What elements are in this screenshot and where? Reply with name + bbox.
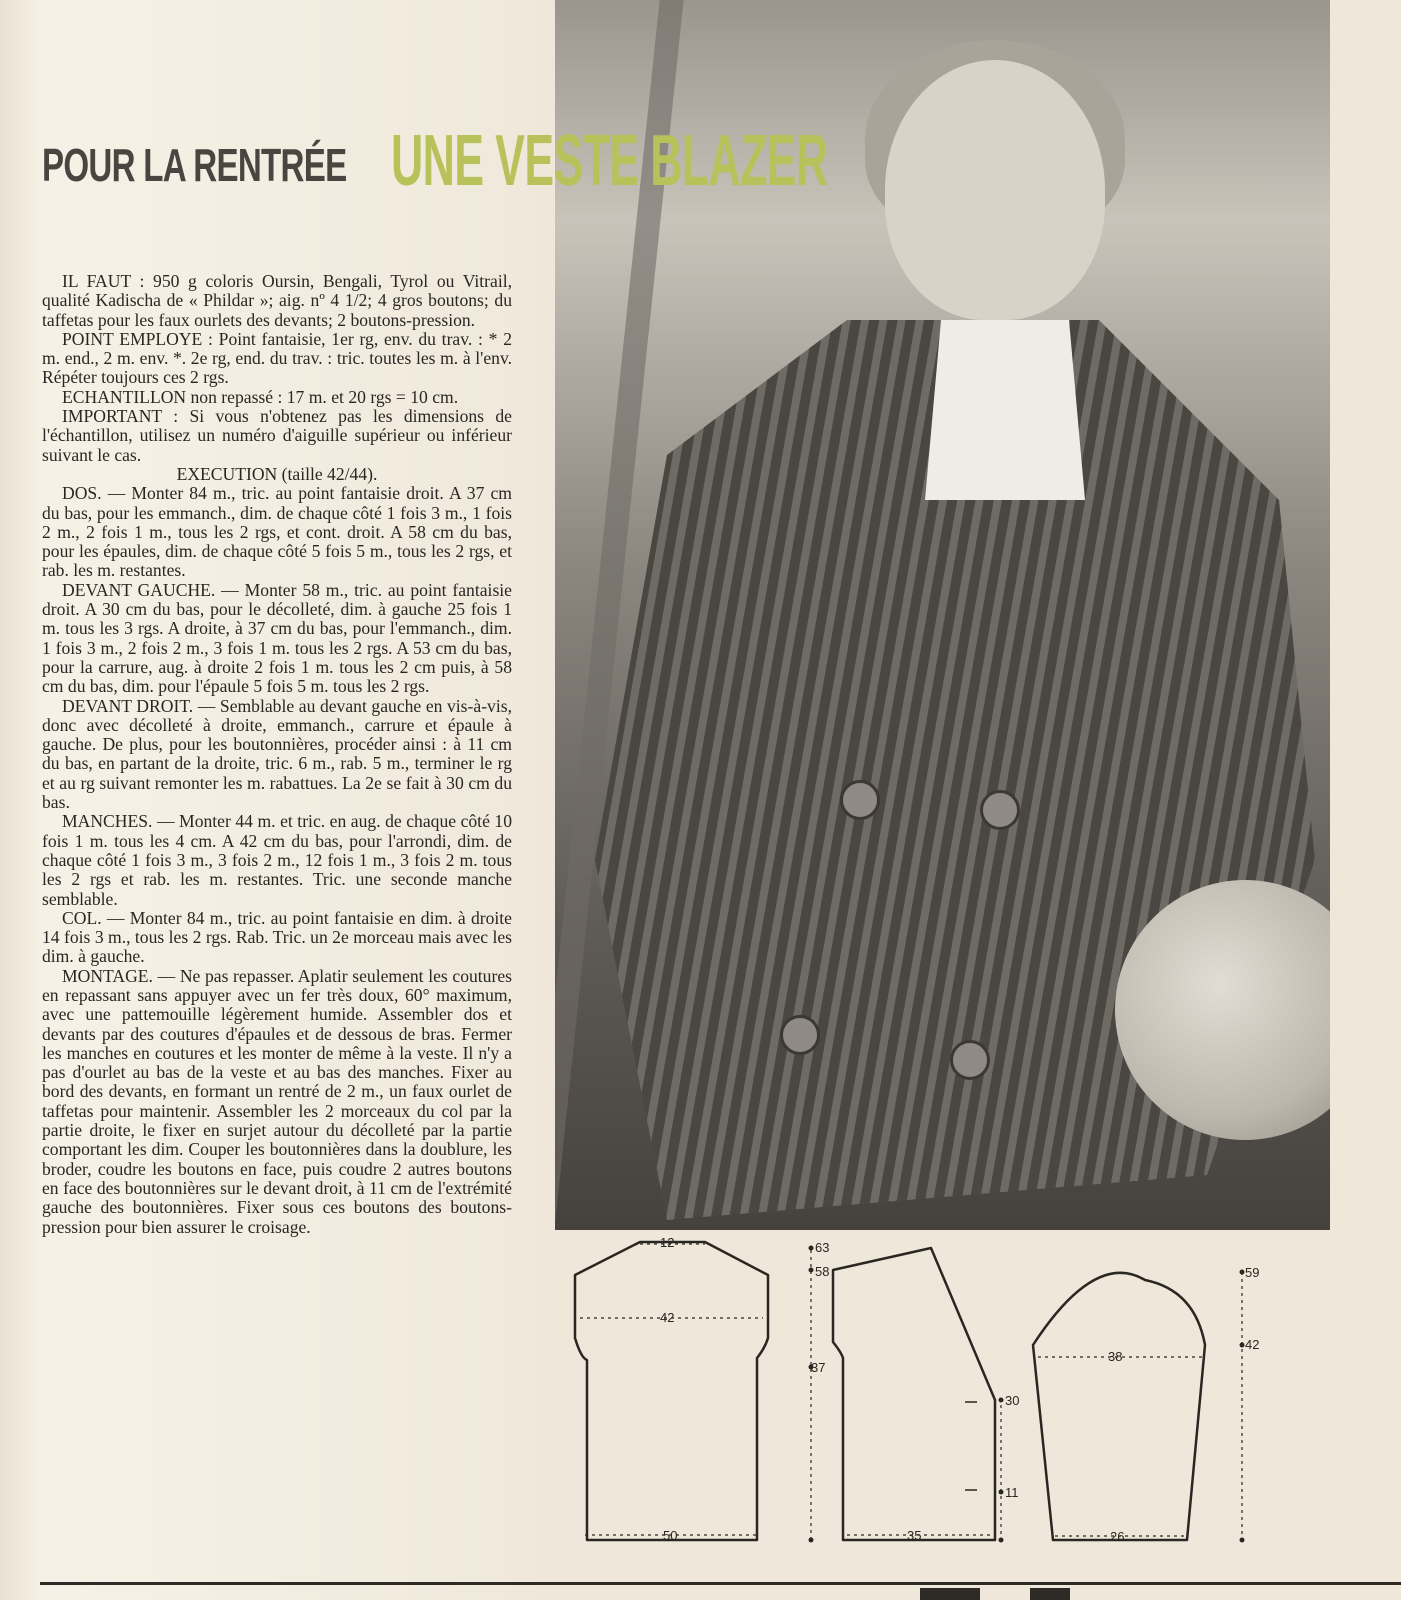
paragraph-sleeves: MANCHES. — Monter 44 m. et tric. en aug. de chaque côté 10 fois 1 m. tous les 4 cm. A 42 cm du bas, pour l'arrondi, dim. de chaque côté 1 fois 3 m., 3 fois 2 m., 12 fois 1 m., 3 fois 2 m. tous les 2 rgs et rab. les m. restantes. Tric. une seconde manche semblable. [42, 811, 512, 909]
label-height-59: 59 [1245, 1265, 1260, 1280]
cropped-footer-mark [920, 1588, 980, 1600]
paragraph-left-front: DEVANT GAUCHE. — Monter 58 m., tric. au point fantaisie droit. A 30 cm du bas, pour le décolleté, dim. à gauche 25 fois 1 m. tous les 3 rgs. A droite, à 37 cm du bas, pour l'emmanch., dim. 1 fois 3 m., 2 fois 2 m., 3 fois 1 m. tous les 2 rgs. A 53 cm du bas, pour la carrure, aug. à droite 2 fois 1 m. tous les 2 cm puis, à 58 cm du bas, dim. pour l'épaule 5 fois 5 m. tous les 2 rgs. [42, 579, 512, 697]
label-height-37: 37 [811, 1360, 826, 1375]
label-back-bottom: 50 [663, 1528, 678, 1543]
label-height-63: 63 [815, 1240, 830, 1255]
page-title [42, 120, 1095, 202]
sleeve-piece-outline [1033, 1273, 1205, 1540]
paragraph-stitch: POINT EMPLOYE : Point fantaisie, 1er rg, env. du trav. : * 2 m. end., 2 m. env. *. 2e rg, end. du trav. : tric. toutes les m. à l'env. Répéter toujours ces 2 rgs. [42, 328, 512, 388]
paragraph-right-front: DEVANT DROIT. — Semblable au devant gauche en vis-à-vis, donc avec décolleté à droite, emmanch., carrure et épaule à gauche. De plus, pour les boutonnières, procéder ainsi : à 11 cm du bas, en partant de la droite, tric. 6 m., rab. 5 m., terminer le rg et au rg suivant remonter les m. rabattues. La 2e se fait à 30 cm du bas. [42, 695, 512, 813]
label-sleeve-bottom: 26 [1110, 1529, 1125, 1544]
paragraph-execution: EXECUTION (taille 42/44). [176, 463, 378, 484]
bottom-rule [40, 1582, 1401, 1585]
paragraph-materials: IL FAUT : 950 g coloris Oursin, Bengali, Tyrol ou Vitrail, qualité Kadischa de « Phildar »; aig. nº 4 1/2; 4 gros boutons; du taffetas pour les faux ourlets des devants; 2 boutons-pression. [42, 271, 512, 330]
paragraph-collar: COL. — Monter 84 m., tric. au point fantaisie en dim. à droite 14 fois 3 m., tous les 2 rgs. Rab. Tric. un 2e morceau mais avec les dim. à gauche. [42, 907, 512, 967]
title-part-2: UNE VESTE BLAZER [391, 121, 828, 201]
label-height-30: 30 [1005, 1393, 1020, 1408]
label-height-42: 42 [1245, 1337, 1260, 1352]
paragraph-back: DOS. — Monter 84 m., tric. au point fantaisie droit. A 37 cm du bas, pour les emmanch., dim. de chaque côté 1 fois 3 m., 1 fois 2 m., 2 fois 1 m., tous les 2 rgs, et cont. droit. A 58 cm du bas, pour les épaules, dim. de chaque côté 5 fois 5 m., tous les 2 rgs, et rab. les m. restantes. [42, 483, 512, 581]
label-height-11: 11 [1005, 1485, 1019, 1500]
label-height-58: 58 [815, 1264, 830, 1279]
paragraph-assembly: MONTAGE. — Ne pas repasser. Aplatir seulement les coutures en repassant sans appuyer avec un fer très doux, 60° maximum, avec une pattemouille légèrement humide. Assembler dos et devants par des coutures d'épaules et de dessous de bras. Fermer les manches en coutures et les monter de même à la veste. Il n'y a pas d'ourlet au bas de la veste et au bas des manches. Fixer au bord des devants, en formant un rentré de 2 m., un faux ourlet de taffetas pour maintenir. Assembler les 2 morceaux du col par la partie droite, le fixer en surjet autour du décolleté par la partie comportant les dim. Couper les boutonnières dans la doublure, les broder, coudre les boutons en face, puis coudre 2 autres boutons en face des boutonnières sur le devant droit, à 11 cm de l'extrémité gauche des boutonnières. Fixer sous ces boutons des boutons-pression pour bien assurer le croisage. [42, 965, 512, 1237]
label-back-chest: 42 [660, 1310, 675, 1325]
front-piece-outline [833, 1248, 995, 1540]
pattern-instructions [42, 272, 512, 1237]
cropped-footer-mark [1030, 1588, 1070, 1600]
label-sleeve-width: 38 [1108, 1349, 1123, 1364]
label-back-top: 12 [660, 1235, 675, 1250]
paragraph-gauge: ECHANTILLON non repassé : 17 m. et 20 rgs = 10 cm. [62, 386, 459, 407]
back-piece-outline [575, 1242, 768, 1540]
label-front-bottom: 35 [907, 1528, 922, 1543]
paragraph-important: IMPORTANT : Si vous n'obtenez pas les dimensions de l'échantillon, utilisez un numéro d'aiguille supérieur ou inférieur suivant le cas. [42, 406, 512, 465]
title-part-1: POUR LA RENTRÉE [42, 139, 347, 191]
pattern-schematic [555, 1230, 1401, 1560]
